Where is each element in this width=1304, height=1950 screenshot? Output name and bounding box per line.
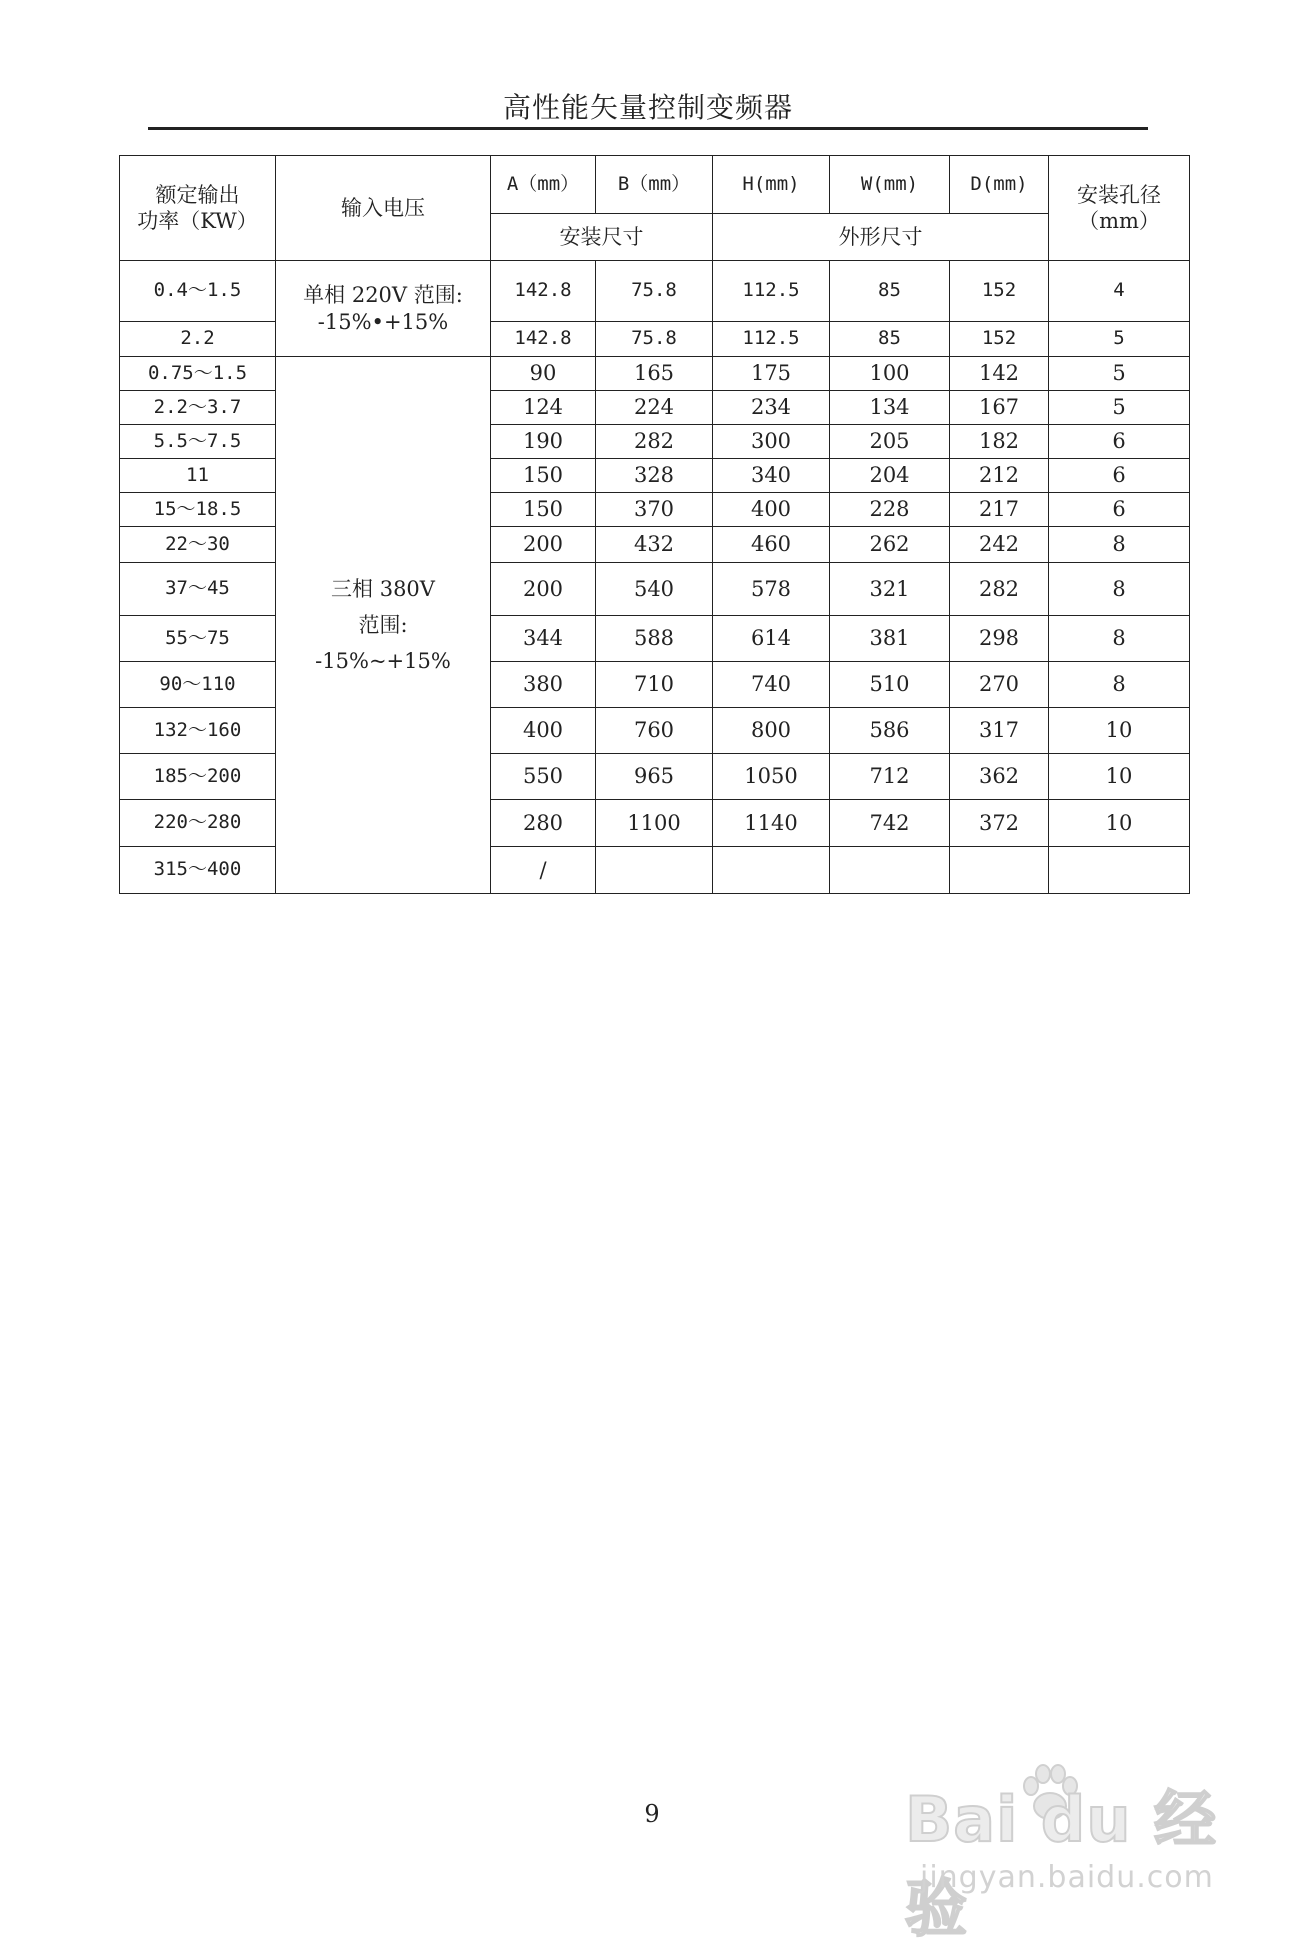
dimension-cell: 742 — [830, 800, 950, 847]
voltage-three-phase: 三相 380V 范围: -15%~+15% — [276, 357, 491, 894]
dimension-cell: 112.5 — [713, 261, 830, 322]
dimension-cell: 200 — [491, 563, 596, 616]
dimension-cell: 540 — [596, 563, 713, 616]
dimension-cell: 212 — [950, 459, 1049, 493]
dimension-cell: 6 — [1049, 459, 1190, 493]
dimension-cell: 550 — [491, 754, 596, 800]
power-cell: 22～30 — [120, 527, 276, 563]
dimension-cell: 614 — [713, 616, 830, 662]
dimension-cell: 182 — [950, 425, 1049, 459]
dimension-cell: 134 — [830, 391, 950, 425]
dimension-cell: 282 — [950, 563, 1049, 616]
dimension-cell: 800 — [713, 708, 830, 754]
dimension-cell: 228 — [830, 493, 950, 527]
power-cell: 2.2～3.7 — [120, 391, 276, 425]
dimension-cell: 8 — [1049, 662, 1190, 708]
dimension-cell: 85 — [830, 261, 950, 322]
dimension-cell: 380 — [491, 662, 596, 708]
dimension-cell: 204 — [830, 459, 950, 493]
dimension-cell: 142.8 — [491, 322, 596, 357]
dimension-cell: 760 — [596, 708, 713, 754]
dimension-cell: 175 — [713, 357, 830, 391]
watermark-brand: Bai du 经验 — [905, 1783, 1218, 1945]
dimension-cell: 8 — [1049, 563, 1190, 616]
dimension-cell: 5 — [1049, 322, 1190, 357]
dimension-cell: 588 — [596, 616, 713, 662]
dimension-cell: 112.5 — [713, 322, 830, 357]
power-cell: 15～18.5 — [120, 493, 276, 527]
dimension-cell: 4 — [1049, 261, 1190, 322]
dimension-cell: 142 — [950, 357, 1049, 391]
dimension-cell — [950, 847, 1049, 894]
dimension-cell: 740 — [713, 662, 830, 708]
dimension-cell: 1050 — [713, 754, 830, 800]
power-cell: 185～200 — [120, 754, 276, 800]
watermark-url: jingyan.baidu.com — [920, 1860, 1214, 1895]
dimension-cell: 372 — [950, 800, 1049, 847]
header-d: D(mm) — [950, 156, 1049, 214]
dimension-cell: 6 — [1049, 493, 1190, 527]
power-cell: 132～160 — [120, 708, 276, 754]
header-power: 额定输出 功率（KW） — [120, 156, 276, 261]
power-cell: 55～75 — [120, 616, 276, 662]
dimension-cell: 270 — [950, 662, 1049, 708]
power-cell: 0.75～1.5 — [120, 357, 276, 391]
power-cell: 0.4～1.5 — [120, 261, 276, 322]
voltage-single-phase: 单相 220V 范围: -15%•+15% — [276, 261, 491, 357]
power-cell: 220～280 — [120, 800, 276, 847]
dimension-cell — [1049, 847, 1190, 894]
dimension-cell: 710 — [596, 662, 713, 708]
dimension-cell: 362 — [950, 754, 1049, 800]
dimension-cell: 10 — [1049, 754, 1190, 800]
dimension-cell: 317 — [950, 708, 1049, 754]
power-cell: 2.2 — [120, 322, 276, 357]
dimension-cell: 280 — [491, 800, 596, 847]
header-a: A（mm） — [491, 156, 596, 214]
dimension-cell: 205 — [830, 425, 950, 459]
dimension-cell: 586 — [830, 708, 950, 754]
dimension-cell: 8 — [1049, 527, 1190, 563]
dimension-cell: 1140 — [713, 800, 830, 847]
dimension-cell — [596, 847, 713, 894]
dimension-cell: 340 — [713, 459, 830, 493]
page-header-title: 高性能矢量控制变频器 — [502, 91, 793, 124]
group-install-size: 安装尺寸 — [491, 214, 713, 261]
dimension-cell: 142.8 — [491, 261, 596, 322]
power-cell: 11 — [120, 459, 276, 493]
dimension-cell: 85 — [830, 322, 950, 357]
header-rule — [148, 127, 1148, 130]
dimension-cell: 381 — [830, 616, 950, 662]
header-h: H(mm) — [713, 156, 830, 214]
dimension-cell: 152 — [950, 322, 1049, 357]
power-cell: 5.5～7.5 — [120, 425, 276, 459]
dimension-cell: 242 — [950, 527, 1049, 563]
dimension-cell: 1100 — [596, 800, 713, 847]
power-cell: 315～400 — [120, 847, 276, 894]
dimension-cell: 298 — [950, 616, 1049, 662]
dimension-cell: 328 — [596, 459, 713, 493]
dimension-cell: 124 — [491, 391, 596, 425]
dimension-cell: 262 — [830, 527, 950, 563]
dimension-cell: 400 — [491, 708, 596, 754]
dimension-cell: 5 — [1049, 391, 1190, 425]
dimension-cell: 282 — [596, 425, 713, 459]
page-number: 9 — [644, 1800, 660, 1828]
dimension-cell: 190 — [491, 425, 596, 459]
dimension-cell: 200 — [491, 527, 596, 563]
dimension-cell: 75.8 — [596, 261, 713, 322]
dimension-cell: 152 — [950, 261, 1049, 322]
dimension-cell: 344 — [491, 616, 596, 662]
dimension-cell: 578 — [713, 563, 830, 616]
dimension-cell: 150 — [491, 459, 596, 493]
dimension-cell: 321 — [830, 563, 950, 616]
table-row — [120, 261, 1190, 322]
dimension-cell: 510 — [830, 662, 950, 708]
dimension-cell: 224 — [596, 391, 713, 425]
dimension-cell: 75.8 — [596, 322, 713, 357]
dimension-cell: 965 — [596, 754, 713, 800]
dimension-cell: 165 — [596, 357, 713, 391]
dimension-cell: 234 — [713, 391, 830, 425]
dimension-cell: 10 — [1049, 800, 1190, 847]
dimension-cell: 150 — [491, 493, 596, 527]
dimension-cell — [713, 847, 830, 894]
dimension-cell: 217 — [950, 493, 1049, 527]
dimension-cell: 10 — [1049, 708, 1190, 754]
header-voltage: 输入电压 — [276, 156, 491, 261]
dimension-cell: 300 — [713, 425, 830, 459]
dimension-cell: 8 — [1049, 616, 1190, 662]
dimension-cell: / — [491, 847, 596, 894]
dimension-cell: 100 — [830, 357, 950, 391]
dimension-cell: 460 — [713, 527, 830, 563]
dimension-cell: 167 — [950, 391, 1049, 425]
dimension-cell: 432 — [596, 527, 713, 563]
power-cell: 37～45 — [120, 563, 276, 616]
dimension-cell: 712 — [830, 754, 950, 800]
header-b: B（mm） — [596, 156, 713, 214]
dimension-cell: 400 — [713, 493, 830, 527]
baidu-watermark — [905, 1760, 1235, 1945]
power-cell: 90～110 — [120, 662, 276, 708]
group-outline-size: 外形尺寸 — [713, 214, 1049, 261]
table-row — [120, 357, 1190, 391]
header-hole: 安装孔径 （mm） — [1049, 156, 1190, 261]
dimension-cell — [830, 847, 950, 894]
dimension-cell: 6 — [1049, 425, 1190, 459]
dimension-cell: 90 — [491, 357, 596, 391]
spec-table — [119, 155, 1190, 894]
header-w: W(mm) — [830, 156, 950, 214]
dimension-cell: 370 — [596, 493, 713, 527]
dimension-cell: 5 — [1049, 357, 1190, 391]
